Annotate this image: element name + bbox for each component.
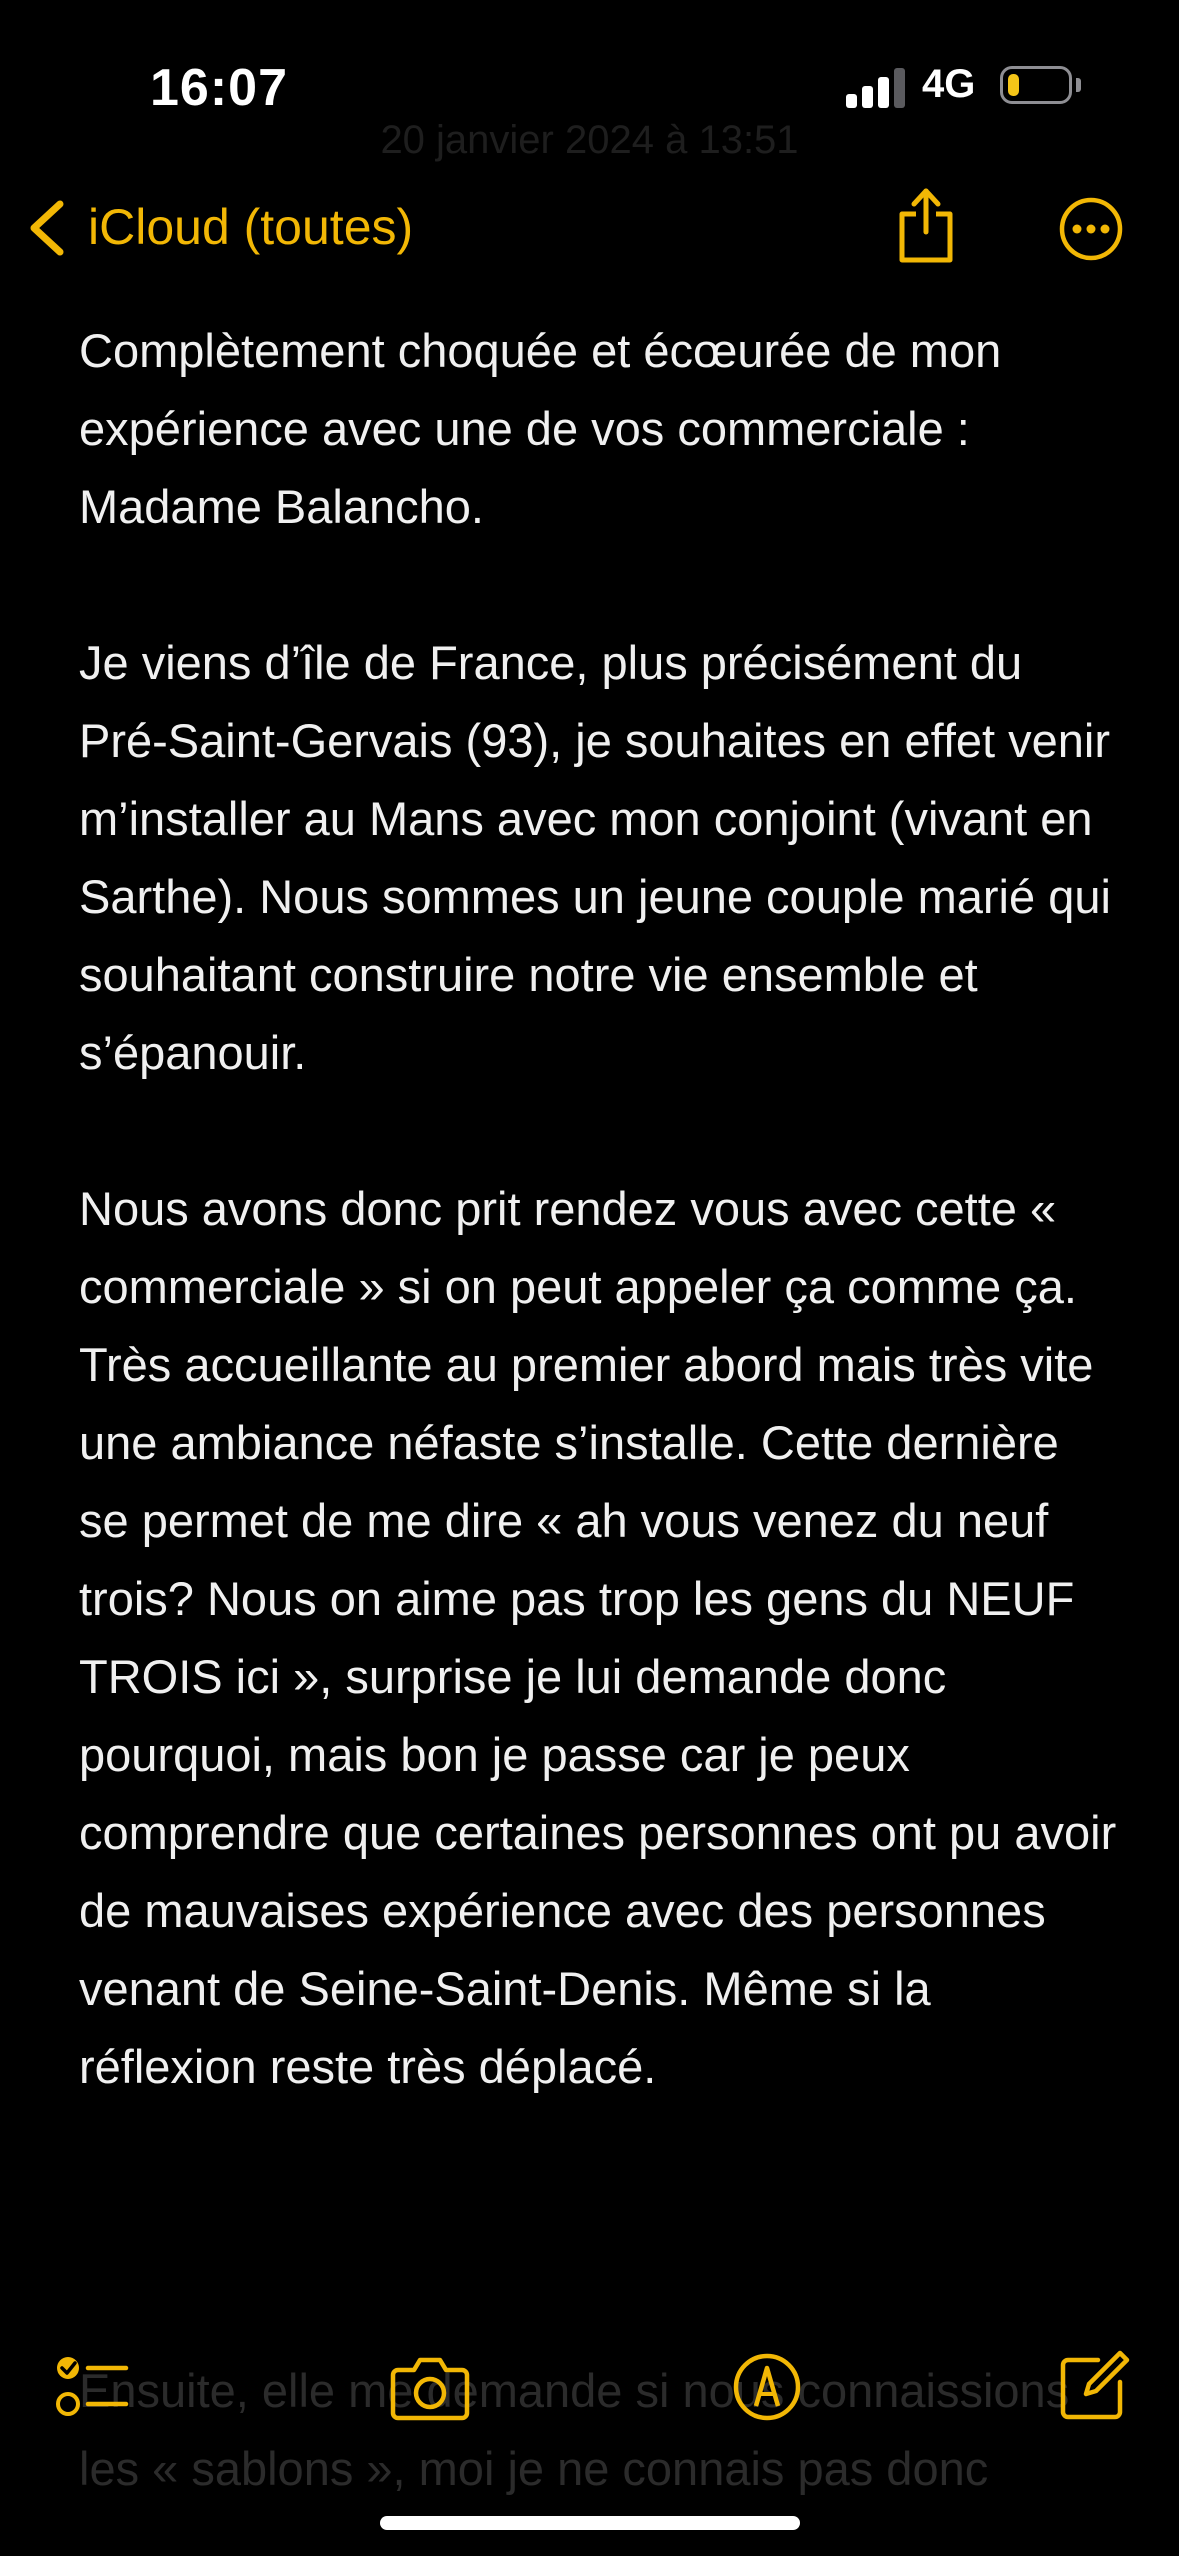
paragraph-gap (79, 1092, 1119, 1170)
note-paragraph: Très accueillante au premier abord mais très vite une ambiance néfaste s’installe. Cette dernière se permet de me dire « ah vous venez du neuf trois? Nous on aime pas trop les gens du NEUF TROIS ici », surprise je lui demande donc pourquoi, mais bon je passe car je peux comprendre que certaines personnes ont pu avoir de mauvaises expérience avec des personnes venant de Seine-Saint-Denis. Même si la réflexion reste très déplacé. (79, 1338, 1117, 2093)
note-paragraph: Complètement choquée et écœurée de mon expérience avec une de vos commerciale : Madame Balancho. (79, 324, 1002, 533)
battery-level (1008, 74, 1019, 96)
note-overflow-text: Ensuite, elle me demande si nous connaissions les « sablons », moi je ne connais pas donc (79, 2364, 1070, 2495)
paragraph-gap (79, 546, 1119, 624)
cellular-signal-icon (846, 66, 906, 108)
battery-cap (1076, 78, 1081, 92)
note-paragraph: Nous avons donc prit rendez vous avec cette « commerciale » si on peut appeler ça comme ça. (79, 1182, 1077, 1313)
network-type: 4G (922, 62, 976, 106)
home-indicator[interactable] (380, 2516, 800, 2530)
note-date: 20 janvier 2024 à 13:51 (380, 118, 799, 162)
back-chevron-icon[interactable] (22, 196, 74, 260)
markup-icon[interactable] (732, 2352, 802, 2422)
battery-icon (1000, 66, 1072, 104)
note-body[interactable] (79, 312, 1119, 2106)
checklist-icon[interactable] (54, 2352, 130, 2422)
camera-icon[interactable] (390, 2352, 470, 2422)
note-paragraph: Je viens d’île de France, plus précisément du Pré-Saint-Gervais (93), je souhaites en effet venir m’installer au Mans avec mon conjoint (vivant en Sarthe). Nous sommes un jeune couple marié qui souhaitant construire notre vie ensemble et s’épanouir. (79, 636, 1111, 1079)
compose-icon[interactable] (1058, 2350, 1130, 2422)
share-icon[interactable] (894, 182, 958, 266)
status-time: 16:07 (150, 59, 288, 117)
back-button[interactable]: iCloud (toutes) (88, 199, 414, 255)
more-options-icon[interactable] (1058, 196, 1124, 262)
